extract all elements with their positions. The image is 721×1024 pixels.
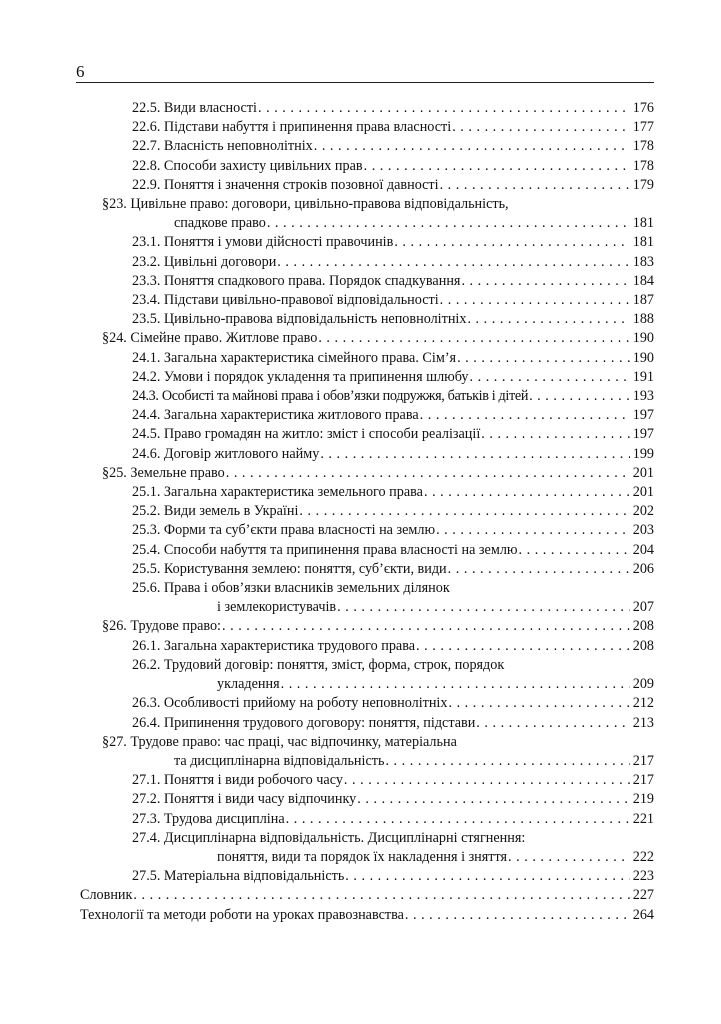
dot-leader: [344, 867, 630, 886]
dot-leader: [456, 349, 630, 368]
toc-entry-page: 206: [632, 560, 654, 577]
dot-leader: [475, 714, 630, 733]
toc-entry: [76, 790, 654, 809]
toc-entry-page: 227: [632, 887, 654, 904]
toc-entry-title-cont: укладення: [217, 676, 280, 693]
toc-entry: [76, 233, 654, 252]
toc-entry: [76, 694, 654, 713]
toc-top-entry: [76, 886, 654, 905]
toc-entry: [76, 502, 654, 521]
toc-entry-title: Технології та методи роботи на уроках правознавства: [80, 906, 404, 923]
toc-entry-page: 184: [632, 272, 654, 289]
dot-leader: [447, 560, 630, 579]
toc-entry: [76, 272, 654, 291]
toc-entry-page: 187: [632, 292, 654, 309]
dot-leader: [298, 502, 630, 521]
toc-entry: [76, 176, 654, 195]
toc-entry: [76, 714, 654, 733]
toc-entry-continuation: [132, 675, 654, 694]
toc-entry-title: §27. Трудове право: час праці, час відпочинку, матеріальна: [102, 733, 457, 750]
toc-entry: [76, 656, 654, 694]
toc-section-entry: [76, 464, 654, 483]
toc-entry: [76, 137, 654, 156]
toc-entry-title: 22.6. Підстави набуття і припинення права власності: [132, 119, 452, 136]
toc-entry-page: 202: [632, 503, 654, 520]
toc-entry-title: 23.2. Цивільні договори: [132, 253, 277, 270]
toc-entry-page: 217: [632, 752, 654, 769]
toc-entry-title: 25.4. Способи набуття та припинення права власності на землю: [132, 541, 518, 558]
toc-entry: [76, 579, 654, 617]
toc-entry-title: 26.4. Припинення трудового договору: поняття, підстави: [132, 714, 476, 731]
toc-entry-page: 204: [632, 541, 654, 558]
toc-entry-continuation: [132, 598, 654, 617]
toc-entry-page: 201: [632, 464, 654, 481]
dot-leader: [419, 406, 630, 425]
dot-leader: [363, 157, 630, 176]
toc-entry-page: 190: [632, 349, 654, 366]
toc-entry-title: 23.1. Поняття і умови дійсності правочинів: [132, 234, 394, 251]
toc-entry: [76, 387, 654, 406]
toc-entry: [76, 541, 654, 560]
toc-entry-title: 25.1. Загальна характеристика земельного права: [132, 484, 423, 501]
toc-entry-page: 208: [632, 618, 654, 635]
page-number: 6: [76, 62, 85, 81]
toc-entry-page: 203: [632, 522, 654, 539]
toc-entry-title-cont: спадкове право: [174, 215, 266, 232]
toc-entry-page: 221: [632, 810, 654, 827]
dot-leader: [439, 291, 630, 310]
toc-entry-title: Словник: [80, 887, 133, 904]
toc-entry: [76, 368, 654, 387]
toc-section-entry: [76, 733, 654, 771]
toc-entry-title: 24.5. Право громадян на житло: зміст і способи реалізації: [132, 426, 481, 443]
toc-entry-page: 197: [632, 407, 654, 424]
toc-section-entry: [76, 329, 654, 348]
toc-entry: [76, 483, 654, 502]
toc-entry-title: 25.6. Права і обов’язки власників земельних ділянок: [132, 580, 450, 597]
toc-entry-title: 22.8. Способи захисту цивільних прав: [132, 157, 363, 174]
toc-entry: [76, 253, 654, 272]
toc-entry-title: §24. Сімейне право. Житлове право: [102, 330, 318, 347]
toc-entry-page: 179: [632, 176, 654, 193]
dot-leader: [466, 310, 630, 329]
toc-entry: [76, 349, 654, 368]
toc-entry-title: 24.2. Умови і порядок укладення та припинення шлюбу: [132, 368, 469, 385]
toc-entry-page: 183: [632, 253, 654, 270]
toc-entry-title: 26.3. Особливості прийому на роботу неповнолітніх: [132, 695, 448, 712]
toc-entry: [76, 867, 654, 886]
toc-entry-title: 26.1. Загальна характеристика трудового права: [132, 637, 416, 654]
toc-entry-continuation: [102, 214, 654, 233]
toc-entry-page: 219: [632, 791, 654, 808]
toc-entry-continuation: [132, 848, 654, 867]
toc-entry-page: 197: [632, 426, 654, 443]
toc-entry-page: 193: [632, 388, 654, 405]
toc-entry-title: 23.3. Поняття спадкового права. Порядок спадкування: [132, 272, 461, 289]
dot-leader: [356, 790, 630, 809]
toc-entry: [76, 99, 654, 118]
toc-entry: [76, 445, 654, 464]
toc-entry-page: 208: [632, 637, 654, 654]
toc-entry: [76, 637, 654, 656]
toc-top-entry: [76, 906, 654, 925]
dot-leader: [132, 886, 630, 905]
toc-entry-title: 27.4. Дисциплінарна відповідальність. Дисциплінарні стягнення:: [132, 829, 526, 846]
toc-entry-page: 188: [632, 311, 654, 328]
toc-entry-title-cont: та дисциплінарна відповідальність: [174, 752, 385, 769]
dot-leader: [435, 521, 630, 540]
dot-leader: [276, 253, 630, 272]
toc-entry-page: 199: [632, 445, 654, 462]
dot-leader: [384, 752, 630, 771]
toc-entry-page: 213: [632, 714, 654, 731]
toc-entry-title: §25. Земельне право: [102, 464, 225, 481]
toc-entry-title: 22.7. Власність неповнолітніх: [132, 138, 313, 155]
toc-entry-page: 207: [632, 599, 654, 616]
toc-entry-title: 24.3. Особисті та майнові права і обов’язки подружжя, батьків і дітей: [132, 388, 529, 405]
dot-leader: [319, 445, 630, 464]
dot-leader: [469, 368, 630, 387]
dot-leader: [528, 387, 630, 406]
dot-leader: [266, 214, 630, 233]
toc-entry: [76, 425, 654, 444]
dot-leader: [343, 771, 630, 790]
toc-entry: [76, 810, 654, 829]
toc-entry-page: 181: [632, 215, 654, 232]
toc-entry-page: 191: [632, 368, 654, 385]
toc-entry-page: 190: [632, 330, 654, 347]
toc-entry-page: 181: [632, 234, 654, 251]
toc-entry-continuation: [102, 752, 654, 771]
dot-leader: [480, 425, 630, 444]
dot-leader: [415, 637, 630, 656]
toc-entry: [76, 406, 654, 425]
dot-leader: [507, 848, 630, 867]
toc-entry-title: 27.3. Трудова дисципліна: [132, 810, 285, 827]
toc-entry: [76, 118, 654, 137]
dot-leader: [221, 617, 630, 636]
toc-entry: [76, 310, 654, 329]
toc-entry: [76, 560, 654, 579]
toc-entry-title: 27.1. Поняття і види робочого часу: [132, 772, 343, 789]
dot-leader: [336, 598, 630, 617]
dot-leader: [317, 329, 630, 348]
toc-entry-title: 22.9. Поняття і значення строків позовної давності: [132, 176, 439, 193]
toc-entry: [76, 291, 654, 310]
toc-entry-title: 25.5. Користування землею: поняття, суб’єкти, види: [132, 560, 447, 577]
dot-leader: [439, 176, 630, 195]
toc-entry-title-cont: поняття, види та порядок їх накладення і зняття: [217, 848, 508, 865]
dot-leader: [393, 233, 630, 252]
toc-entry: [76, 771, 654, 790]
dot-leader: [257, 99, 630, 118]
dot-leader: [518, 541, 631, 560]
toc-entry-page: 223: [632, 868, 654, 885]
toc-entry-title: 24.1. Загальна характеристика сімейного права. Сім’я: [132, 349, 457, 366]
dot-leader: [404, 906, 630, 925]
toc-entry-page: 209: [632, 676, 654, 693]
dot-leader: [447, 694, 630, 713]
dot-leader: [313, 137, 630, 156]
toc-entry-title: 23.4. Підстави цивільно-правової відповідальності: [132, 292, 439, 309]
toc-entry-title: 24.6. Договір житлового найму: [132, 445, 320, 462]
toc-entry-page: 201: [632, 484, 654, 501]
toc-entry-title-cont: і землекористувачів: [217, 599, 337, 616]
toc-entry: [76, 829, 654, 867]
toc-entry-page: 178: [632, 157, 654, 174]
toc-entry-page: 264: [632, 906, 654, 923]
toc-entry-title: 23.5. Цивільно-правова відповідальність неповнолітніх: [132, 311, 467, 328]
dot-leader: [280, 675, 630, 694]
toc-entry-title: 22.5. Види власності: [132, 100, 257, 116]
toc-entry-title: 24.4. Загальна характеристика житлового права: [132, 407, 419, 424]
toc-entry-title: 27.5. Матеріальна відповідальність: [132, 868, 345, 885]
toc-entry-title: 25.2. Види земель в Україні: [132, 503, 299, 520]
toc-entry-title: 25.3. Форми та суб’єкти права власності на землю: [132, 522, 436, 539]
toc-entry-title: 26.2. Трудовий договір: поняття, зміст, форма, строк, порядок: [132, 656, 505, 673]
toc-section-entry: [76, 195, 654, 233]
toc-entry-page: 217: [632, 772, 654, 789]
toc-entry-page: 212: [632, 695, 654, 712]
toc-entry-page: 177: [632, 119, 654, 136]
dot-leader: [451, 118, 630, 137]
table-of-contents: [76, 99, 654, 925]
toc-entry-page: 178: [632, 138, 654, 155]
toc-entry-title: 27.2. Поняття і види часу відпочинку: [132, 791, 357, 808]
toc-section-entry: [76, 617, 654, 636]
toc-entry-page: 176: [632, 100, 654, 116]
toc-entry: [76, 521, 654, 540]
header-rule: [76, 82, 654, 83]
dot-leader: [460, 272, 630, 291]
dot-leader: [225, 464, 630, 483]
toc-entry-title: §26. Трудове право:: [102, 618, 221, 635]
toc-entry-title: §23. Цивільне право: договори, цивільно-правова відповідальність,: [102, 196, 509, 213]
toc-entry: [76, 157, 654, 176]
toc-entry-page: 222: [632, 848, 654, 865]
dot-leader: [285, 810, 630, 829]
dot-leader: [423, 483, 630, 502]
